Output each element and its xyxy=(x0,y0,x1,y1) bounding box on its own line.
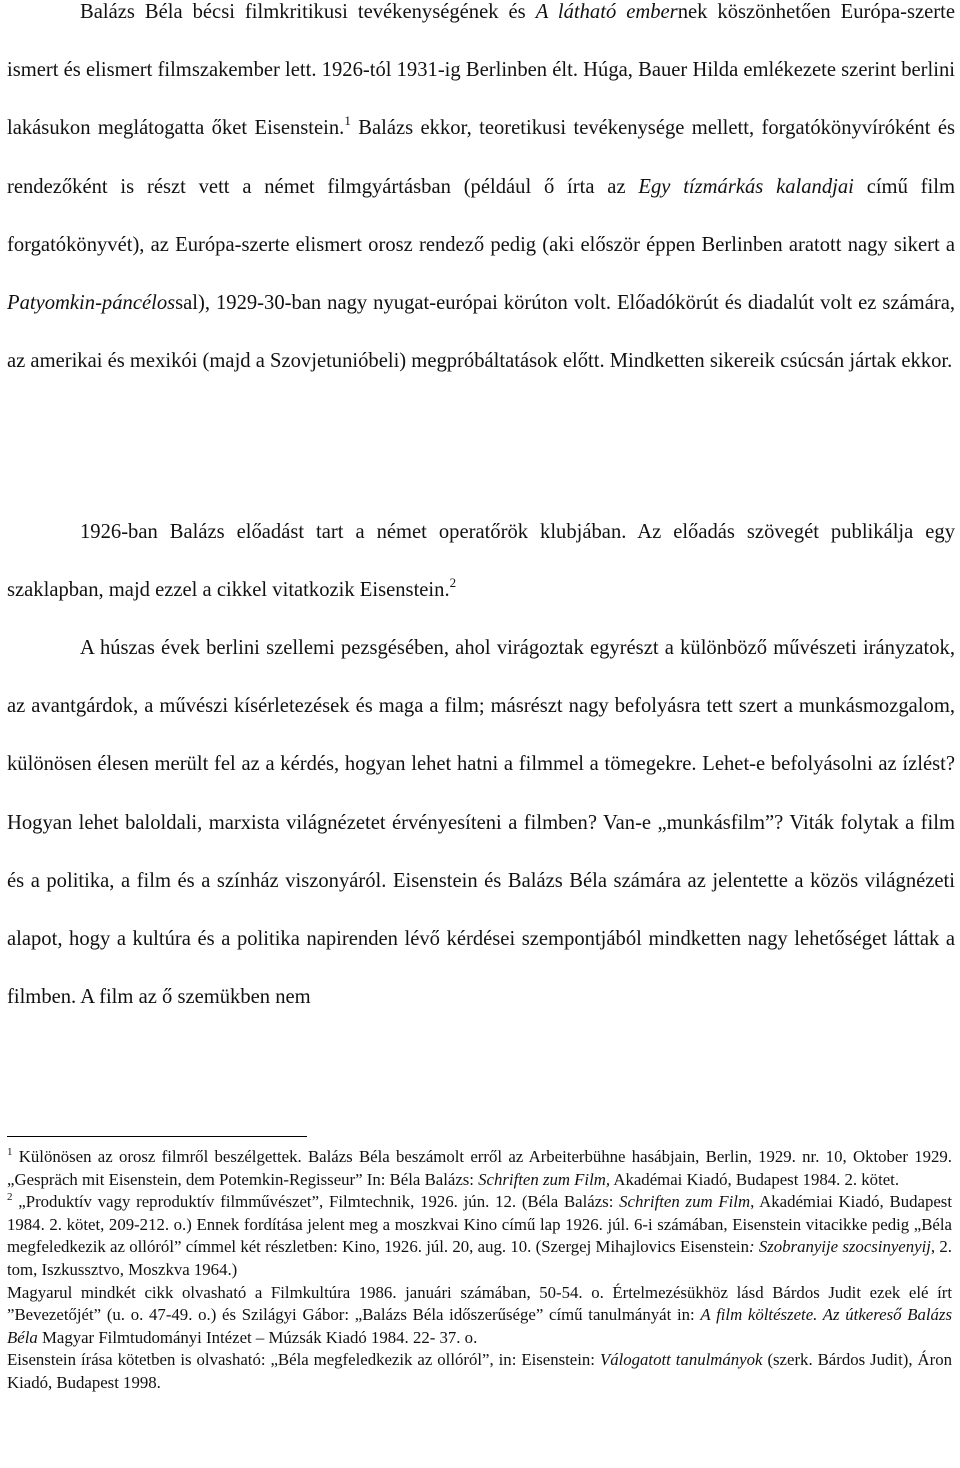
footnote-1 xyxy=(7,1146,952,1191)
footnote-marker: 1 xyxy=(344,113,351,129)
footnote-separator xyxy=(7,1136,307,1137)
text-run: Balázs ekkor, teoretikusi tevékenysége mellett, forgatókönyvíróként és rendezőként is részt vett a német filmgyártásban (például ő írta az xyxy=(7,117,955,198)
text-run: nek köszönhetően Európa-szerte ismert és elismert filmszakember lett. 1926-tól 1931-ig Berlinben élt. Húga, Bauer Hilda emlékezete szerint berlini lakásukon meglátogatta őket Eisenstein. xyxy=(7,1,955,140)
italic-title: A látható ember xyxy=(535,1,678,23)
footnote-marker: 2 xyxy=(7,1191,13,1204)
italic-title: Schriften zum Film, xyxy=(478,1169,611,1189)
body-paragraph-2 xyxy=(7,503,955,619)
italic-title: Egy tízmárkás kalandjai xyxy=(638,175,854,198)
text-run: Magyar Filmtudományi Intézet – Múzsák Kiadó 1984. 22- 37. o. xyxy=(37,1327,478,1347)
body-paragraph-3 xyxy=(7,619,955,1026)
text-run: , 2. tom, Iszkussztvo, Moszkva 1964.) xyxy=(7,1237,952,1279)
footnote-marker: 1 xyxy=(7,1146,13,1158)
text-run: sal), 1929-30-ban nagy nyugat-európai körúton volt. Előadókörút és diadalút volt ez számára, az amerikai és mexikói (majd a Szovjetunióbeli) megpróbáltatások előtt. Mindketten sikereik csúcsán jártak ekkor. xyxy=(7,292,955,373)
text-run: Eisenstein írása kötetben is olvasható: „Béla megfeledkezik az ollóról”, in: Eisenstein: xyxy=(7,1350,600,1370)
text-run: 1926-ban Balázs előadást tart a német operatőrök klubjában. Az előadás szövegét publikálja egy szaklapban, majd ezzel a cikkel vitatkozik Eisenstein. xyxy=(7,521,955,602)
italic-title: A film költészete. Az útkereső Balázs Béla xyxy=(7,1305,952,1347)
text-run: „Produktív vagy reproduktív filmművészet”, Filmtechnik, 1926. jún. 12. (Béla Balázs: xyxy=(12,1192,620,1212)
italic-title: Schriften zum Film xyxy=(619,1192,751,1212)
text-run: Különösen az orosz filmről beszélgettek. Balázs Béla beszámolt erről az Arbeiterbühne hasábjain, Berlin, 1929. nr. 10, Oktober 1929.„Gespräch mit Eisenstein, dem Potemkin-Regisseur” In: Béla Balázs: xyxy=(7,1147,952,1189)
footnote-marker: 2 xyxy=(449,575,457,591)
text-run: , Akadémiai Kiadó, Budapest 1984. 2. kötet, 209-212. o.) Ennek fordítása jelent meg a moszkvai Kino című lap 1926. júl. 6-i számában, Eisenstein vitacikke pedig „Béla megfeledkezik az ollóról” címmel két részletben: Kino, 1926. júl. 20, aug. 10. (Szergej Mihajlovics Eisenstein xyxy=(7,1192,952,1257)
text-run: című film forgatókönyvét), az Európa-szerte elismert orosz rendező pedig (aki először éppen Berlinben aratott nagy sikert a xyxy=(7,175,955,256)
footnote-2 xyxy=(7,1191,952,1281)
text-run: Magyarul mindkét cikk olvasható a Filmkultúra 1986. januári számában, 50-54. o. Értelmezésükhöz lásd Bárdos Judit ezek elé írt ”Bevezetőjét” (u. o. 47-49. o.) és Szilágyi Gábor: „Balázs Béla időszerűsége” című tanulmányát in: xyxy=(7,1282,952,1325)
italic-title: Válogatott tanulmányok xyxy=(599,1350,763,1370)
footnote-2-continued-2 xyxy=(7,1349,952,1394)
text-run: (szerk. Bárdos Judit), Áron Kiadó, Budapest 1998. xyxy=(7,1350,953,1392)
italic-title: Patyomkin-páncélos xyxy=(7,292,176,315)
italic-title: : Szobranyije szocsinyenyij xyxy=(748,1237,931,1257)
text-run: Akadémai Kiadó, Budapest 1984. 2. kötet. xyxy=(610,1169,900,1189)
text-run: Balázs Béla bécsi filmkritikusi tevékenységének és xyxy=(80,1,536,23)
text-run: A húszas évek berlini szellemi pezsgésében, ahol virágoztak egyrészt a különböző művészeti irányzatok, az avantgárdok, a művészi kísérletezések és maga a film; másrészt nagy befolyásra tett szert a munkásmozgalom, különösen élesen merült fel az a kérdés, hogyan lehet hatni a filmmel a tömegekre. Lehet-e befolyásolni az ízlést? Hogyan lehet baloldali, marxista világnézetet érvényesíteni a filmben? Van-e „munkásfilm”? Viták folytak a film és a politika, a film és a színház viszonyáról. Eisenstein és Balázs Béla számára az jelentette a közös világnézeti alapot, hogy a kultúra és a politika napirenden lévő kérdései szempontjából mindketten nagy lehetőséget láttak a filmben. A film az ő szemükben nem xyxy=(7,637,955,1009)
body-paragraph-1 xyxy=(7,0,955,390)
footnote-2-continued xyxy=(7,1282,952,1350)
footnotes xyxy=(7,1146,952,1395)
